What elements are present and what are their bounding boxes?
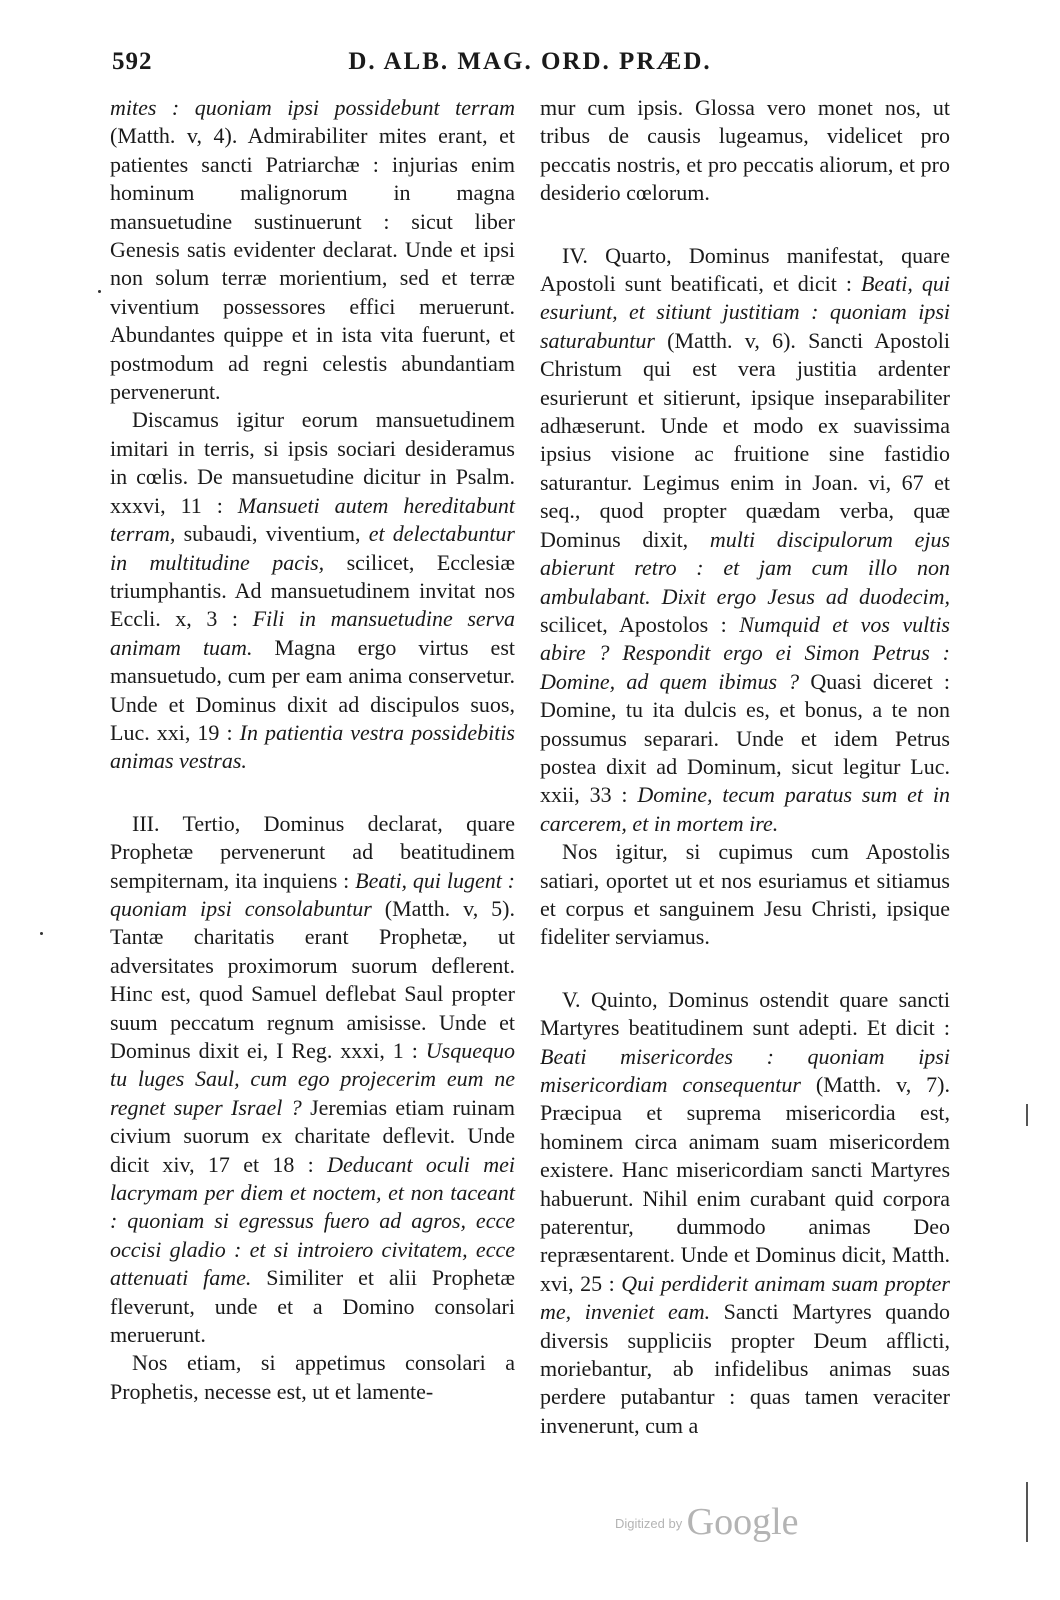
text-run: scilicet, Ecclesiæ triumphantis. Ad mansuetudinem invitat nos Eccli. x, 3 :	[110, 549, 516, 632]
text-run: Quasi diceret : Domine, tu ita dulcis es, et bonus, a te non possumus separari. Unde et idem Petrus postea dixit ad Dominum, sicut legitur Luc. xxii, 33 :	[540, 668, 950, 808]
italic-quote: Deducant oculi mei lacrymam per diem et noctem, et non taceant : quoniam si egressus fuero ad agros, ecce occisi gladio : et si introiero civitatem, ecce attenuati fame.	[110, 1151, 515, 1291]
right-column	[540, 94, 950, 1440]
paragraph	[110, 810, 515, 1350]
paragraph	[540, 94, 950, 208]
text-run: scilicet, Apostolos :	[540, 611, 740, 637]
text-run: Magna ergo virtus est mansuetudo, cum per eam anima conservetur. Unde et Dominus dixit ad discipulos suos, Luc. xxi, 19 :	[110, 634, 516, 745]
italic-quote: Beati, qui lugent : quoniam ipsi consolabuntur	[110, 867, 515, 921]
scan-speck	[98, 290, 101, 293]
paragraph	[540, 242, 950, 839]
text-run: subaudi, viventium,	[175, 521, 369, 547]
italic-quote: Beati misericordes : quoniam ipsi misericordiam consequentur	[540, 1043, 950, 1097]
text-run: III. Tertio, Dominus declarat, quare Prophetæ pervenerunt ad beatitudinem sempiternam, ita inquiens :	[110, 810, 515, 893]
paragraph	[540, 838, 950, 952]
google-logo: Google	[686, 1501, 799, 1543]
text-run: IV. Quarto, Dominus manifestat, quare Apostoli sunt beatificati, et dicit :	[540, 242, 950, 297]
italic-quote: multi discipulorum ejus abierunt retro : et jam cum illo non ambulabant. Dixit ergo Jesus ad duodecim,	[540, 526, 951, 609]
italic-quote: Usquequo tu luges Saul, cum ego projecerim eum ne regnet super Israel ?	[110, 1038, 515, 1120]
text-run: Nos igitur, si cupimus cum Apostolis satiari, oportet ut et nos esuriamus et sitiamus et corpus et sanguinem Jesu Christi, ipsique fideliter serviamus.	[540, 839, 950, 950]
paragraph	[110, 94, 515, 406]
scan-edge-mark	[1026, 1104, 1028, 1126]
text-run: mur cum ipsis. Glossa vero monet nos, ut tribus de causis lugeamus, videlicet pro peccatis nostris, et pro peccatis aliorum, et pro desiderio cœlorum.	[540, 95, 950, 206]
text-run: (Matth. v, 5). Tantæ charitatis erant Prophetæ, ut adversitates proximorum suorum deflerent. Hinc est, quod Samuel deflebat Saul propter suum peccatum regnum amisisse. Unde et Dominus dixit ei, I Reg. xxxi, 1 :	[110, 895, 515, 1063]
italic-quote: Numquid et vos vultis abire ? Respondit ergo ei Simon Petrus : Domine, ad quem ibimus ?	[540, 611, 950, 694]
italic-quote: Beati, qui esuriunt, et sitiunt justitiam : quoniam ipsi saturabuntur	[540, 271, 951, 353]
paragraph	[540, 986, 950, 1441]
paragraph	[110, 406, 515, 775]
scan-speck	[40, 932, 43, 935]
digitized-label: Digitized by	[615, 1516, 683, 1531]
text-run: Jeremias etiam ruinam civium suorum ex charitate deflevit. Unde dicit xiv, 17 et 18 :	[110, 1094, 515, 1177]
text-run: Discamus igitur eorum mansuetudinem imitari in terris, si ipsis sociari desideramus in cœlis. De mansuetudine dicitur in Psalm. xxxvi, 11 :	[110, 407, 515, 518]
scan-edge-mark	[1026, 1482, 1028, 1542]
italic-quote: mites : quoniam ipsi possidebunt terram	[110, 95, 515, 120]
italic-quote: In patientia vestra possidebitis animas vestras.	[110, 719, 515, 774]
italic-quote: Mansueti autem hereditabunt terram,	[110, 492, 515, 547]
page-number: 592	[112, 48, 153, 75]
text-run: Nos etiam, si appetimus consolari a Prophetis, necesse est, ut et lamente-	[110, 1350, 515, 1404]
italic-quote: Qui perdiderit animam suam propter me, inveniet eam.	[540, 1270, 950, 1325]
italic-quote: Domine, tecum paratus sum et in carcerem, et in mortem ire.	[540, 782, 950, 836]
text-run: (Matth. v, 6). Sancti Apostoli Christum qui est vera justitia ardenter esurierunt et sitierunt, ipsique inseparabiliter adhæserunt. Unde et modo ex suavissima ipsius visione ac fruitione sine fastidio saturantur. Legimus enim in Joan. vi, 67 et seq., quod propter quædam verba, quæ Dominus dixit,	[540, 327, 950, 552]
text-run: V. Quinto, Dominus ostendit quare sancti Martyres beatitudinem sunt adepti. Et dicit :	[540, 986, 950, 1041]
running-head: D. ALB. MAG. ORD. PRÆD.	[348, 48, 712, 75]
digitized-by-google-watermark	[615, 1500, 799, 1544]
text-run: (Matth. v, 4). Admirabiliter mites erant, et patientes sancti Patriarchæ : injurias enim hominum malignorum in magna mansuetudine sustinuerunt : sicut liber Genesis satis evidenter declarat. Unde et ipsi non solum terræ morientium, sed et terræ viventium possessores effici meruerunt. Abundantes quippe et in ista vita fuerunt, et postmodum ad regni celestis abundantiam pervenerunt.	[110, 123, 515, 405]
text-run: Sancti Martyres quando diversis suppliciis propter Deum afflicti, moriebantur, ab infidelibus animas suas perdere putabantur : quas tamen veraciter invenerunt, cum a	[540, 1299, 950, 1438]
text-run: Similiter et alii Prophetæ fleverunt, unde et a Domino consolari meruerunt.	[110, 1265, 516, 1348]
italic-quote: Fili in mansuetudine serva animam tuam.	[110, 606, 515, 660]
italic-quote: et delectabuntur in multitudine pacis,	[110, 521, 515, 575]
left-column	[110, 94, 515, 1406]
paragraph	[110, 1349, 515, 1406]
text-run: (Matth. v, 7). Præcipua et suprema misericordia est, hominem circa animam suam misericordem existere. Hanc misericordiam sancti Martyres habuerunt. Nihil enim curabant quid corpora paterentur, dummodo animas Deo repræsentarent. Unde et Dominus dicit, Matth. xvi, 25 :	[540, 1072, 950, 1296]
